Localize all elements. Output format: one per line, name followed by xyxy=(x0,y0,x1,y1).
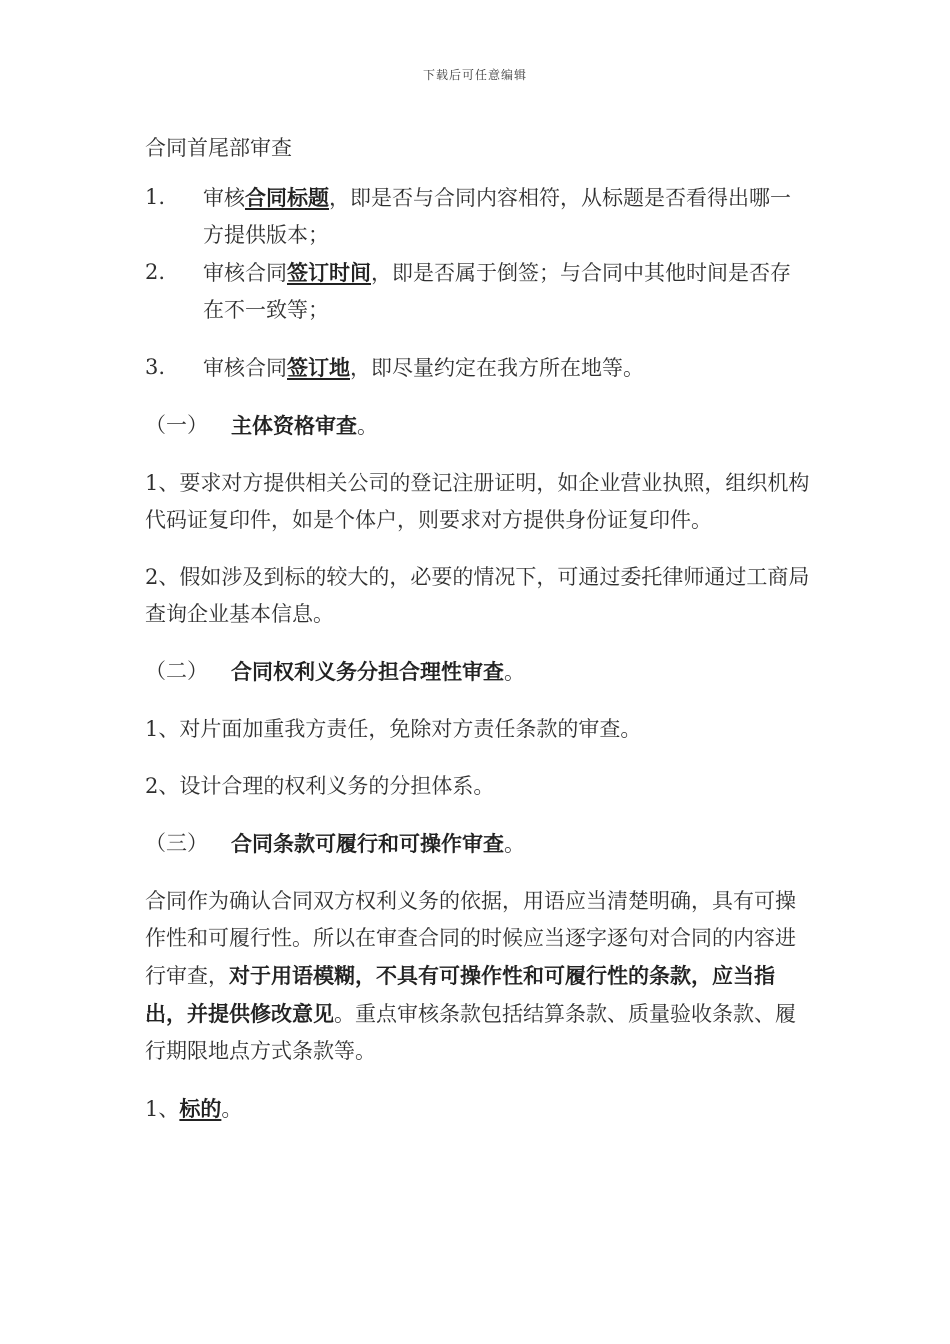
paragraph: 1、要求对方提供相关公司的登记注册证明，如企业营业执照，组织机构代码证复印件，如是个体户，则要求对方提供身份证复印件。 xyxy=(145,471,810,532)
document-body xyxy=(145,130,810,1128)
section-heading xyxy=(145,825,810,863)
list-text xyxy=(203,349,810,387)
paragraph xyxy=(145,1090,810,1128)
section-title: 合同权利义务分担合理性审查 xyxy=(231,659,504,684)
underlined-term: 签订地 xyxy=(287,355,350,380)
list-number: 3. xyxy=(145,355,166,379)
underlined-term: 签订时间 xyxy=(287,260,371,285)
list-item xyxy=(145,349,810,387)
list-text-pre: 审核合同 xyxy=(203,356,287,380)
list-text xyxy=(203,179,810,254)
item-number: 1、 xyxy=(145,1097,180,1121)
header-note: 下载后可任意编辑 xyxy=(422,68,527,82)
list-text xyxy=(203,254,810,329)
list-text-post: ，即是否属于倒签；与合同中其他时间是否存在不一致等； xyxy=(203,261,791,322)
paragraph-text-pre: 合同作为确认合同双方权利义务的依据，用语应当清楚明确，具有可操作性和可履行性。所以在审查合同的时候应当逐字逐句对合同的内容进行审查， xyxy=(145,889,796,988)
list-text-pre: 审核合同 xyxy=(203,261,287,285)
section-number: （二） xyxy=(145,659,208,683)
section-title: 主体资格审查 xyxy=(231,413,357,438)
paragraph: 2、设计合理的权利义务的分担体系。 xyxy=(145,774,495,798)
underlined-term: 合同标题 xyxy=(245,185,329,210)
bold-text: 对于用语模糊，不具有可操作性和可履行性的条款，应当指出，并提供修改意见 xyxy=(145,963,775,1026)
underlined-term: 标的 xyxy=(179,1096,222,1121)
list-number: 2. xyxy=(145,260,166,284)
paragraph xyxy=(145,883,810,1070)
item-end: 。 xyxy=(221,1097,243,1121)
section-number: （一） xyxy=(145,413,208,437)
section-title-end: 。 xyxy=(504,660,525,684)
list-number: 1. xyxy=(145,185,166,209)
section-number: （三） xyxy=(145,831,208,855)
document-title: 合同首尾部审查 xyxy=(145,136,292,160)
paragraph: 2、假如涉及到标的较大的，必要的情况下，可通过委托律师通过工商局查询企业基本信息。 xyxy=(145,565,810,626)
section-heading xyxy=(145,407,810,445)
paragraph-text-post: 。重点审核条款包括结算条款、质量验收条款、履行期限地点方式条款等。 xyxy=(145,1002,796,1063)
section-title-end: 。 xyxy=(357,414,378,438)
section-heading xyxy=(145,653,810,691)
section-title-end: 。 xyxy=(504,832,525,856)
paragraph: 1、对片面加重我方责任，免除对方责任条款的审查。 xyxy=(145,717,642,741)
list-text-post: ，即是否与合同内容相符，从标题是否看得出哪一方提供版本； xyxy=(203,186,791,247)
section-title: 合同条款可履行和可操作审查 xyxy=(231,831,504,856)
list-text-pre: 审核 xyxy=(203,186,245,210)
list-text-post: ，即尽量约定在我方所在地等。 xyxy=(350,356,644,380)
list-item xyxy=(145,254,810,329)
list-item xyxy=(145,179,810,254)
